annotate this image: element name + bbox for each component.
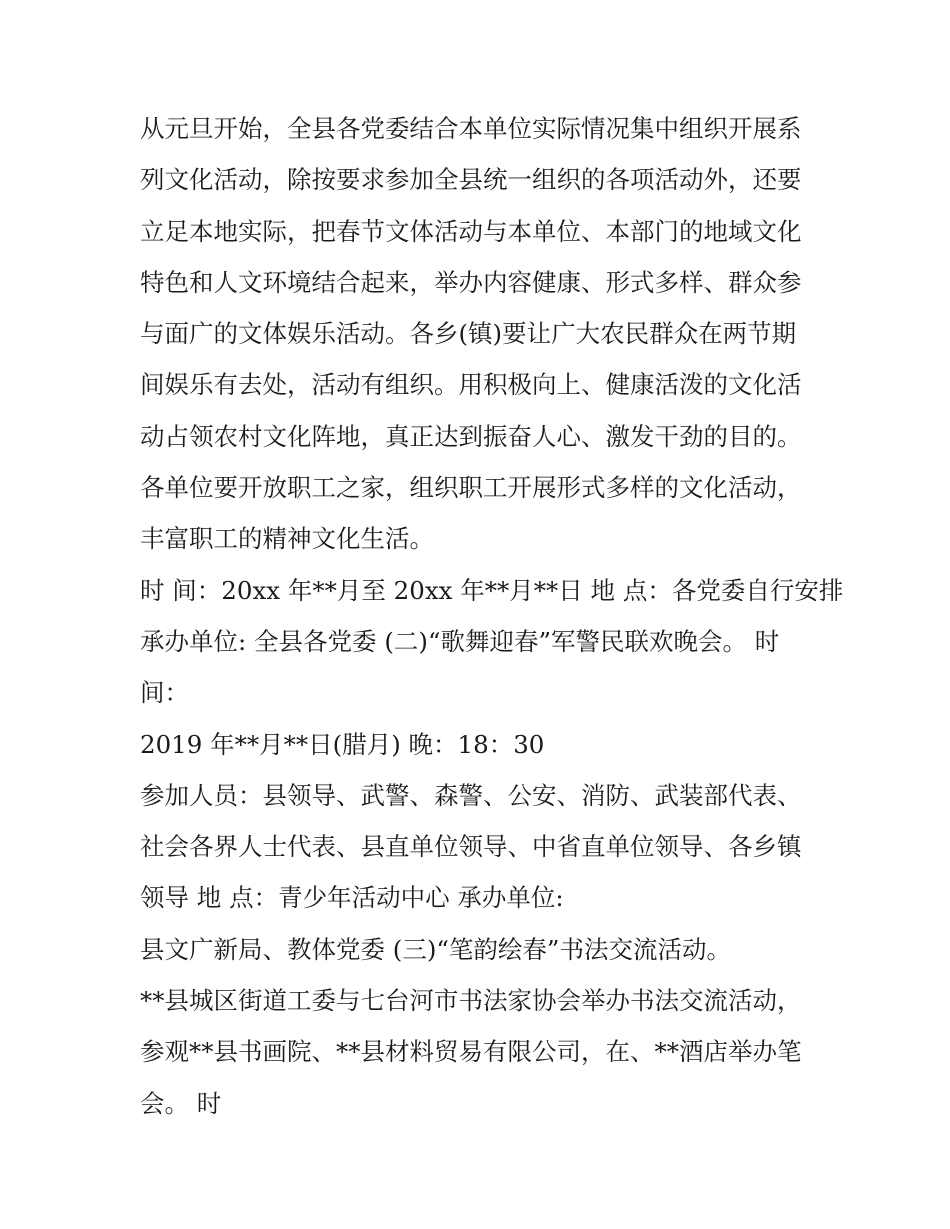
text-line: 间： xyxy=(140,678,189,708)
text-line: 列文化活动，除按要求参加全县统一组织的各项活动外，还要 xyxy=(140,165,802,195)
text-line: 县文广新局、教体党委 (三)“笔韵绘春”书法交流活动。 xyxy=(140,934,731,964)
text-line: 参加人员：县领导、武警、森警、公安、消防、武装部代表、 xyxy=(140,780,802,810)
text-line: 时 间：20xx 年**月至 20xx 年**月**日 地 点：各党委自行安排 xyxy=(140,575,844,605)
text-line: **县城区街道工委与七台河市书法家协会举办书法交流活动， xyxy=(140,986,802,1016)
text-line: 各单位要开放职工之家，组织职工开展形式多样的文化活动， xyxy=(140,473,802,503)
text-line: 社会各界人士代表、县直单位领导、中省直单位领导、各乡镇 xyxy=(140,832,802,862)
text-line: 与面广的文体娱乐活动。各乡(镇)要让广大农民群众在两节期 xyxy=(140,319,797,349)
text-line: 动占领农村文化阵地，真正达到振奋人心、激发干劲的目的。 xyxy=(140,421,802,451)
text-line: 领导 地 点：青少年活动中心 承办单位: xyxy=(140,883,564,913)
text-line: 会。 时 xyxy=(140,1088,222,1118)
document-body xyxy=(140,103,844,1129)
text-line: 立足本地实际，把春节文体活动与本单位、本部门的地域文化 xyxy=(140,216,802,246)
text-line: 丰富职工的精神文化生活。 xyxy=(140,524,434,554)
text-line: 从元旦开始，全县各党委结合本单位实际情况集中组织开展系 xyxy=(140,114,802,143)
text-line: 承办单位: 全县各党委 (二)“歌舞迎春”军警民联欢晚会。 时 xyxy=(140,626,780,656)
text-line: 2019 年**月**日(腊月) 晚：18：30 xyxy=(140,729,545,759)
text-line: 参观**县书画院、**县材料贸易有限公司，在、**酒店举办笔 xyxy=(140,1037,802,1067)
text-line: 间娱乐有去处，活动有组织。用积极向上、健康活泼的文化活 xyxy=(140,370,802,400)
text-line: 特色和人文环境结合起来，举办内容健康、形式多样、群众参 xyxy=(140,267,802,297)
